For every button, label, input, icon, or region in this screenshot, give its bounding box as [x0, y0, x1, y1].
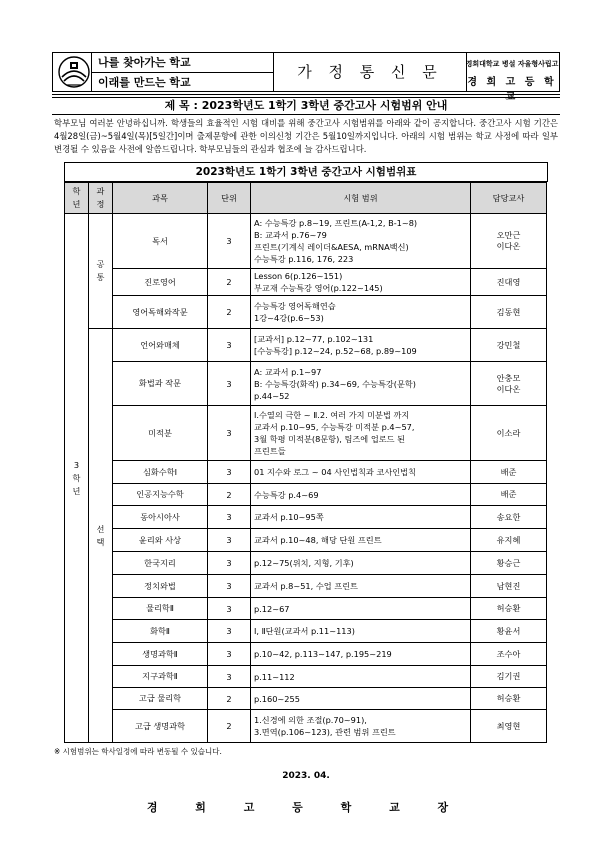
range-cell: p.160~255: [251, 688, 471, 710]
table-row: [65, 620, 547, 643]
school-emblem-icon: [57, 55, 91, 89]
teacher-cell: 김기권: [471, 666, 547, 688]
teacher-cell: 송요한: [471, 506, 547, 529]
newsletter-title: 가 정 통 신 문: [273, 53, 467, 91]
school-name: 경 희 고 등 학 교: [467, 77, 557, 103]
subject-cell: 고급 생명과학: [113, 710, 208, 743]
subject-cell: 윤리와 사상: [113, 529, 208, 552]
teacher-cell: 남현진: [471, 575, 547, 598]
units-cell: 2: [208, 269, 251, 296]
range-cell: 교과서 p.8~51, 수업 프린트: [251, 575, 471, 598]
header-teacher: 담당교사: [471, 183, 547, 214]
table-row: [65, 506, 547, 529]
table-row: [65, 362, 547, 406]
notice-page: [52, 52, 560, 815]
range-cell: p.12~67: [251, 598, 471, 620]
school-slogan: [91, 53, 274, 91]
range-cell: A: 교과서 p.1~97 B: 수능특강(화작) p.34~69, 수능특강(문학) p.44~52: [251, 362, 471, 406]
table-row: [65, 598, 547, 620]
range-cell: 교과서 p.10~48, 해당 단원 프린트: [251, 529, 471, 552]
table-row: [65, 484, 547, 506]
subject-cell: 언어와매체: [113, 329, 208, 362]
units-cell: 3: [208, 461, 251, 484]
range-cell: p.11~112: [251, 666, 471, 688]
teacher-cell: 황윤서: [471, 620, 547, 643]
range-cell: p.10~42, p.113~147, p.195~219: [251, 643, 471, 666]
teacher-cell: 진대영: [471, 269, 547, 296]
subject-cell: 정치와법: [113, 575, 208, 598]
table-row: [65, 710, 547, 743]
table-body: [65, 214, 547, 743]
subject-cell: 화학Ⅱ: [113, 620, 208, 643]
school-affiliation: 경희대학교 병설 자율형사립고: [465, 60, 559, 68]
teacher-cell: 허승환: [471, 688, 547, 710]
teacher-cell: 안충모 이다온: [471, 362, 547, 406]
table-row: [65, 552, 547, 575]
principal-signature: 경 희 고 등 학 교 장: [146, 801, 466, 814]
table-row: [65, 688, 547, 710]
range-cell: [교과서] p.12~77, p.102~131 [수능특강] p.12~24, p.52~68, p.89~109: [251, 329, 471, 362]
header-subject: 과목: [113, 183, 208, 214]
teacher-cell: 배준: [471, 461, 547, 484]
grade-cell: [65, 214, 89, 743]
subject-cell: 영어독해와작문: [113, 296, 208, 329]
teacher-cell: 조수아: [471, 643, 547, 666]
header-grade-text: 학 년: [72, 186, 81, 209]
range-cell: 수능특강 p.4~69: [251, 484, 471, 506]
units-cell: 3: [208, 666, 251, 688]
header-range: 시험 범위: [251, 183, 471, 214]
subject-cell: 독서: [113, 214, 208, 269]
teacher-cell: 배준: [471, 484, 547, 506]
units-cell: 3: [208, 362, 251, 406]
table-header-row: [65, 183, 547, 214]
range-cell: A: 수능특강 p.8~19, 프린트(A-1,2, B-1~8) B: 교과서 p.76~79 프린트(기계식 레이더&AESA, mRNA백신) 수능특강 p.116, 176, 223: [251, 214, 471, 269]
subject-cell: 생명과학Ⅱ: [113, 643, 208, 666]
grade-cell-text: 3 학 년: [72, 459, 81, 496]
subject-cell: 진로영어: [113, 269, 208, 296]
subject-cell: 미적분: [113, 406, 208, 461]
slogan-line-2: 이래를 만드는 학교: [98, 76, 191, 89]
letter-header: [52, 52, 560, 103]
table-title: 2023학년도 1학기 3학년 중간고사 시험범위표: [64, 162, 548, 182]
range-cell: Ⅰ, Ⅱ단원(교과서 p.11~113): [251, 620, 471, 643]
slogan-line-1: 나를 찾아가는 학교: [92, 53, 274, 73]
table-row: [65, 406, 547, 461]
course-elective-cell: [89, 329, 113, 743]
course-common-text: 공 통: [96, 259, 105, 282]
table-row: [65, 214, 547, 269]
subject-cell: 인공지능수학: [113, 484, 208, 506]
range-cell: 교과서 p.10~95쪽: [251, 506, 471, 529]
subject-cell: 심화수학Ⅰ: [113, 461, 208, 484]
table-row: [65, 643, 547, 666]
notice-intro: 학부모님 여러분 안녕하십니까. 학생들의 효율적인 시험 대비를 위해 중간고사 시험범위를 아래와 같이 공지합니다. 중간고사 시험 기간은 4월28일(금)~5월4일(목)[5일간]이며 출제문항에 관한 이의신청 기간은 5월10일까지입니다. 아래의 시험 범위는 학교 사정에 따라 일부 변경될 수 있음을 사전에 알씀드립니다. 학부모님들의 관심과 협조에 늘 감사드립니다.: [54, 118, 558, 154]
teacher-cell: 김동현: [471, 296, 547, 329]
units-cell: 3: [208, 598, 251, 620]
header-course-text: 과 정: [96, 186, 105, 209]
teacher-cell: 최영현: [471, 710, 547, 743]
units-cell: 2: [208, 484, 251, 506]
units-cell: 3: [208, 529, 251, 552]
header-grade: [65, 183, 89, 214]
course-common-cell: [89, 214, 113, 329]
issue-date: 2023. 04.: [282, 771, 330, 781]
subject-cell: 지구과학Ⅱ: [113, 666, 208, 688]
course-elective-text: 선 택: [96, 523, 105, 547]
notice-subject: 제 목 : 2023학년도 1학기 3학년 중간고사 시험범위 안내: [52, 98, 560, 115]
exam-range-table: [64, 182, 547, 743]
range-cell: 1.신경에 의한 조절(p.70~91), 3.면역(p.106~123), 관련 범위 프린트: [251, 710, 471, 743]
units-cell: 3: [208, 575, 251, 598]
teacher-cell: 오만근 이다온: [471, 214, 547, 269]
table-row: [65, 329, 547, 362]
table-row: [65, 296, 547, 329]
units-cell: 3: [208, 643, 251, 666]
range-cell: 01 지수와 로그 ~ 04 사인법칙과 코사인법칙: [251, 461, 471, 484]
units-cell: 3: [208, 214, 251, 269]
school-info: [465, 53, 559, 103]
range-cell: Lesson 6(p.126~151) 부교재 수능특강 영어(p.122~145): [251, 269, 471, 296]
units-cell: 3: [208, 506, 251, 529]
table-row: [65, 529, 547, 552]
units-cell: 2: [208, 688, 251, 710]
teacher-cell: 허승환: [471, 598, 547, 620]
units-cell: 3: [208, 406, 251, 461]
subject-cell: 한국지리: [113, 552, 208, 575]
units-cell: 3: [208, 620, 251, 643]
teacher-cell: 이소라: [471, 406, 547, 461]
subject-cell: 고급 물리학: [113, 688, 208, 710]
table-row: [65, 461, 547, 484]
subject-cell: 물리학Ⅱ: [113, 598, 208, 620]
units-cell: 3: [208, 552, 251, 575]
teacher-cell: 유지혜: [471, 529, 547, 552]
teacher-cell: 강민철: [471, 329, 547, 362]
range-cell: Ⅰ.수열의 극한 ~ Ⅱ.2. 여러 가지 미분법 까지 교과서 p.10~95, 수능특강 미적분 p.4~57, 3월 학평 미적분(8문항), 팀즈에 업로드 된 프린트들: [251, 406, 471, 461]
footnote: ※ 시험범위는 학사일정에 따라 변동될 수 있습니다.: [54, 747, 222, 756]
units-cell: 2: [208, 296, 251, 329]
header-units: 단위: [208, 183, 251, 214]
table-row: [65, 575, 547, 598]
units-cell: 2: [208, 710, 251, 743]
units-cell: 3: [208, 329, 251, 362]
subject-cell: 동아시아사: [113, 506, 208, 529]
subject-cell: 화법과 작문: [113, 362, 208, 406]
range-cell: 수능특강 영어독해연습 1강~4강(p.6~53): [251, 296, 471, 329]
table-row: [65, 666, 547, 688]
range-cell: p.12~75(위치, 지형, 기후): [251, 552, 471, 575]
header-course: [89, 183, 113, 214]
teacher-cell: 황승근: [471, 552, 547, 575]
table-row: [65, 269, 547, 296]
